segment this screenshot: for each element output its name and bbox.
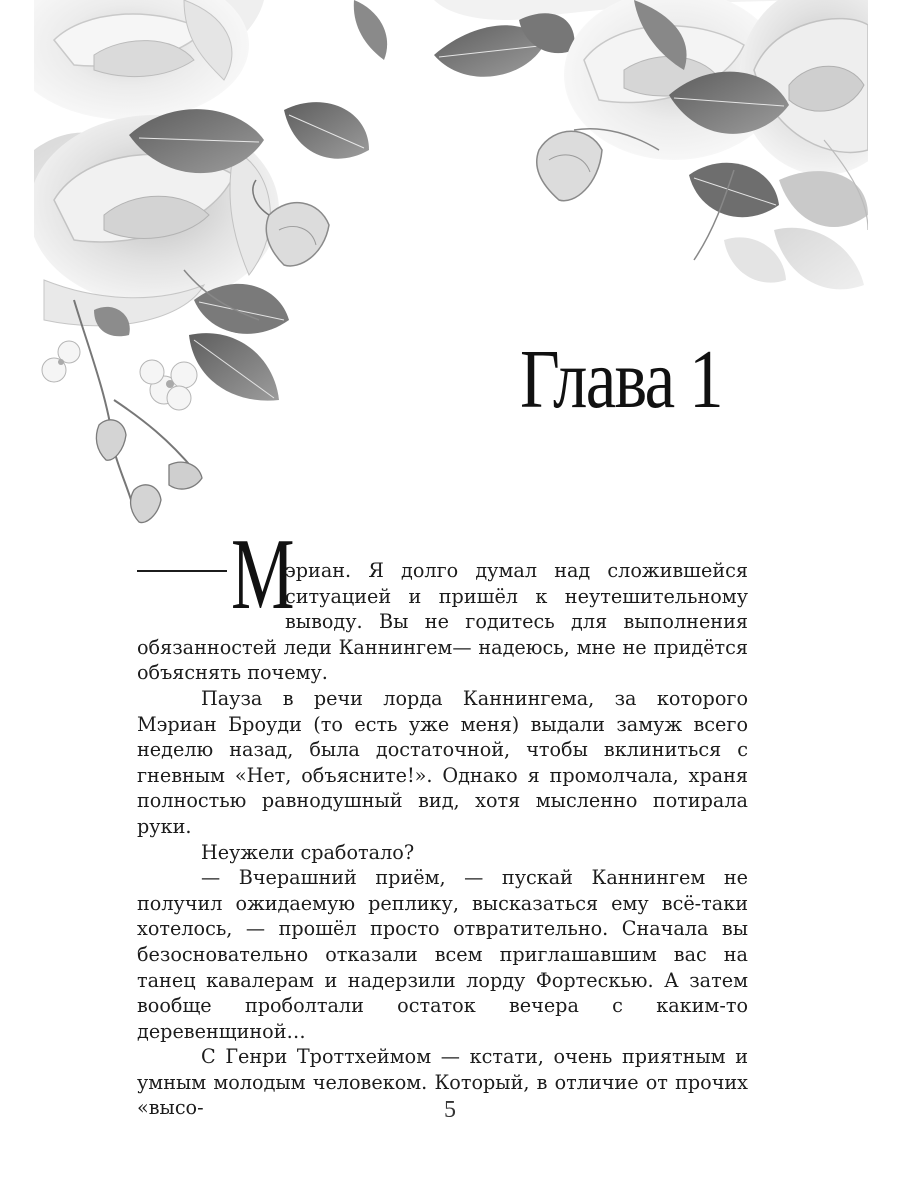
page-number: 5 (444, 1097, 456, 1123)
floral-rose-illustration (34, 0, 868, 540)
paragraph-2 (137, 686, 748, 840)
paragraph-text: эриан. Я долго думал над сложившейся ситуацией и пришёл к неутешительному выводу. Вы не годитесь для выполнения обязанностей леди Каннингем— надеюсь, мне не придётся объяснять почему. (137, 559, 748, 685)
paragraph-text: Неужели сработало? (201, 840, 415, 864)
paragraph-1 (137, 518, 748, 686)
paragraph-text: — Вчерашний приём, — пускай Каннингем не получил ожидаемую реплику, высказаться ему всё-таки хотелось, — прошёл просто отвратительно. Сначала вы безосновательно отказали всем приглашавшим вас на танец кавалерам и надерзили лорду Фортескью. А затем вообще проболтали остаток вечера с каким-то деревенщиной… (137, 866, 748, 1043)
right-rose-cluster (354, 0, 868, 289)
paragraph-text: Пауза в речи лорда Каннингема, за которого Мэриан Броуди (то есть уже меня) выдали замуж всего неделю назад, была достаточной, чтобы вклиниться с гневным «Нет, объясните!». Однако я промолчала, храня полностью равнодушный вид, хотя мысленно потирала руки. (137, 686, 748, 838)
em-dash-rule (137, 570, 227, 572)
left-rose-cluster (34, 0, 369, 523)
chapter-body-text (137, 518, 748, 1121)
drop-cap-letter: М (231, 518, 295, 631)
chapter-title: Глава 1 (520, 333, 722, 426)
paragraph-3 (137, 840, 748, 866)
paragraph-text: С Генри Троттхеймом — кстати, очень приятным и умным молодым человеком. Который, в отличие от прочих «высо- (137, 1045, 748, 1120)
paragraph-4 (137, 865, 748, 1044)
